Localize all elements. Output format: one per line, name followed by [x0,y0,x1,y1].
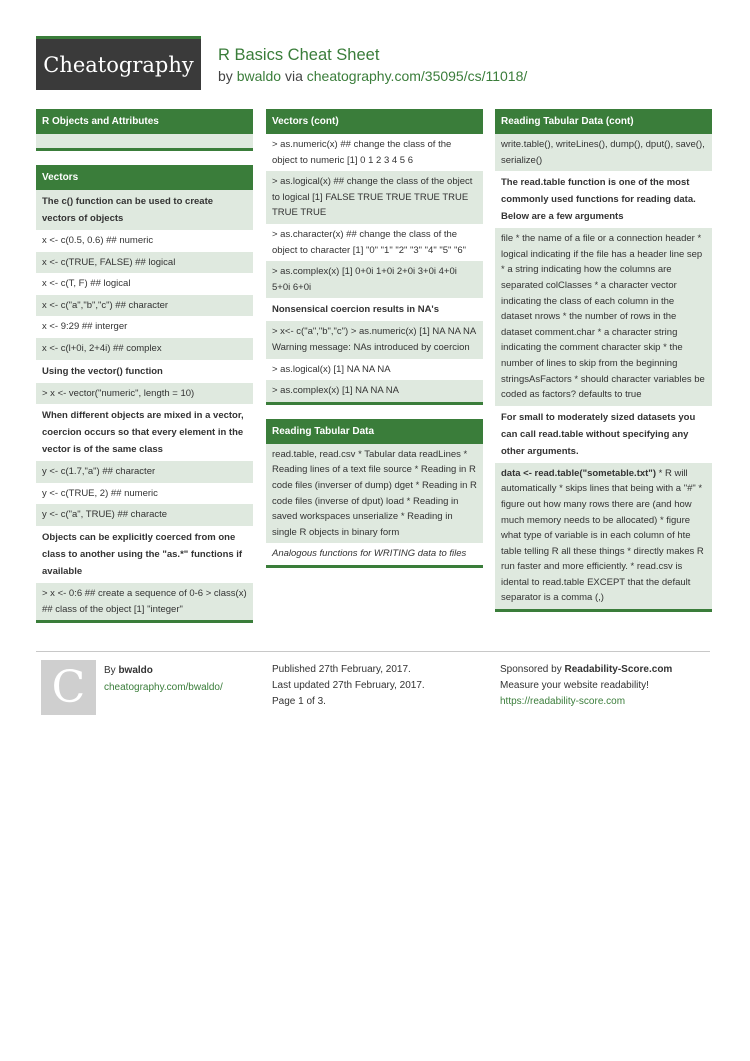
section-reading-tabular-data [266,419,483,568]
text-row: read.table, read.csv * Tabular data readLines * Reading lines of a text file source * Reading in R code files (inverser of dump) dget * Reading in R code files (inverse of dput) load * Reading in saved workspaces unserialize * Reading in single R objects in binary form [266,444,483,544]
section-title: R Objects and Attributes [36,109,253,134]
column-3 [495,109,712,626]
text-row: For small to moderately sized datasets you can call read.table without specifying any other arguments. [501,411,696,457]
column-2 [266,109,483,582]
section-title: Vectors (cont) [266,109,483,134]
code-row: x <- c(0.5, 0.6) ## numeric [42,235,154,246]
page-footer [36,651,710,731]
text-row: Using the vector() function [42,365,163,377]
code-row: > as.logical(x) ## change the class of the object to logical [1] FALSE TRUE TRUE TRUE TRUE TRUE TRUE [266,171,483,224]
text-row: The c() function can be used to create vectors of objects [36,190,253,230]
column-1 [36,109,253,637]
section-vectors-cont [266,109,483,405]
section-title: Reading Tabular Data (cont) [495,109,712,134]
code-row: y <- c(1.7,"a") ## character [36,461,253,483]
sheet-url-link[interactable]: cheatography.com/35095/cs/11018/ [306,68,528,84]
section-body-empty [36,134,253,148]
by-label: By [104,665,116,676]
section-title: Reading Tabular Data [266,419,483,444]
page-title: R Basics Cheat Sheet [218,46,380,64]
text-row: file * the name of a file or a connection header * logical indicating if the file has a header line sep * a string indicating how the columns are separated colClasses * a character vector indicating the class of each column in the dataset nrows * the number of rows in the dataset comment.char * a character string indicating the comment character skip * the number of lines to skip from the beginning stringsAsFactors * should character variables be coded as factors? defaults to true [495,228,712,406]
published-date: Published 27th February, 2017. [272,664,411,675]
section-r-objects [36,109,253,151]
sponsor-link[interactable]: https://readability-score.com [500,696,626,707]
via-word: via [284,68,303,84]
text-row: The read.table function is one of the most commonly used functions for reading data. Below are a few arguments [501,177,696,223]
code-row: x <- c(T, F) ## logical [42,278,131,290]
code-row: y <- c("a", TRUE) ## characte [36,504,253,526]
page-header [36,36,716,91]
section-vectors [36,165,253,623]
footer-author-name: bwaldo [118,665,153,676]
code-row: > x<- c("a","b","c") > as.numeric(x) [1] NA NA NA Warning message: NAs introduced by coercion [266,321,483,358]
section-reading-tabular-data-cont [495,109,712,612]
code-bold: data <- read.table("sometable.txt") [501,467,656,479]
text-row: When different objects are mixed in a vector, coercion occurs so that every element in the vector is of the same class [42,410,244,456]
footer-publish-info [272,662,425,710]
sponsor-name: Readability-Score.com [564,664,673,675]
byline [218,68,527,84]
author-link[interactable]: bwaldo [236,68,282,84]
author-avatar[interactable]: C [41,660,96,715]
code-row [495,463,712,609]
page-number: Page 1 of 3. [272,696,326,707]
code-row: > x <- 0:6 ## create a sequence of 0-6 > class(x) ## class of the object [1] "integer" [36,583,253,620]
author-profile-link[interactable]: cheatography.com/bwaldo/ [104,682,223,693]
code-row: y <- c(TRUE, 2) ## numeric [42,487,158,499]
code-rest: * R will automatically * skips lines that being with a "#" * figure out how many rows there are (and how much memory needs to be allocated) * figure what type of variable is in each column of hte table telling R all these things * directly makes R run faster and more efficiently. * read.csv is idental to read.table EXCEPT that the default separator is a comma (,) [501,467,704,604]
title-block [218,46,527,84]
code-row: x <- c("a","b","c") ## character [36,295,253,317]
sponsored-label: Sponsored by [500,664,562,675]
code-row: x <- c(TRUE, FALSE) ## logical [36,252,253,274]
sponsor-tagline: Measure your website readability! [500,680,649,691]
text-row: Objects can be explicitly coerced from one class to another using the "as.*" functions if available [42,531,243,577]
footer-sponsor [500,662,672,710]
code-row: x <- 9:29 ## interger [42,321,128,333]
code-row: > as.complex(x) [1] NA NA NA [266,380,483,402]
updated-date: Last updated 27th February, 2017. [272,680,425,691]
code-row: > as.logical(x) [1] NA NA NA [272,363,391,375]
footer-author [104,662,223,696]
text-row: Nonsensical coercion results in NA's [272,304,439,316]
code-row: > as.complex(x) [1] 0+0i 1+0i 2+0i 3+0i 4+0i 5+0i 6+0i [266,261,483,298]
code-row: x <- c(l+0i, 2+4i) ## complex [36,338,253,360]
cheatography-logo[interactable]: Cheatography [36,36,201,90]
code-row: > as.character(x) ## change the class of the object to character [1] "0" "1" "2" "3" "4" "5" "6" [272,228,467,256]
section-title: Vectors [36,165,253,190]
code-row: > as.numeric(x) ## change the class of the object to numeric [1] 0 1 2 3 4 5 6 [272,139,452,166]
note-row: Analogous functions for WRITING data to files [272,548,467,560]
by-word: by [218,68,233,84]
code-row: > x <- vector("numeric", length = 10) [36,383,253,405]
code-row: write.table(), writeLines(), dump(), dput(), save(), serialize() [495,134,712,171]
